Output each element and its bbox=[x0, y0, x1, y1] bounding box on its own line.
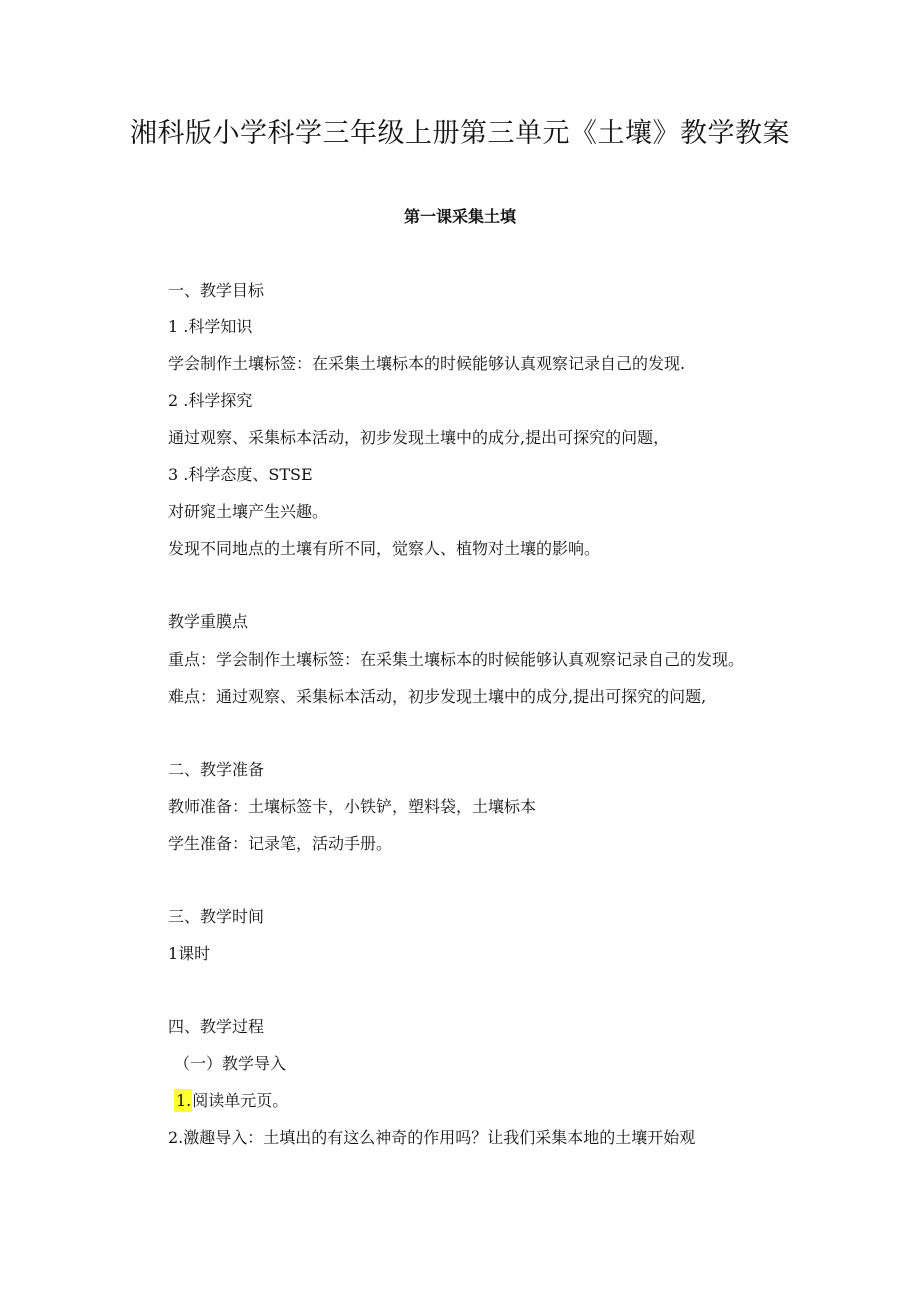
process-subsection-1: （一）教学导入 bbox=[174, 1054, 287, 1073]
process-step-1 bbox=[174, 1089, 288, 1113]
time-value: 1课时 bbox=[168, 944, 211, 963]
objective-3-text-1: 对研窕土壤产生兴趣。 bbox=[168, 502, 329, 521]
highlighted-step-number: 1. bbox=[176, 1091, 192, 1110]
process-step-2: 2.激趣导入：土填出的有这么神奇的作用吗？让我们采集本地的土壤开始观 bbox=[168, 1128, 696, 1147]
teacher-preparation: 教师准备：土壤标签卡，小铁铲，塑料袋，土壤标本 bbox=[168, 797, 537, 816]
process-step-1-text: 阅读单元页。 bbox=[192, 1091, 289, 1110]
objective-3-text-2: 发现不同地点的土壤有所不同，觉察人、植物对土壤的影响。 bbox=[168, 539, 601, 558]
preparation-heading: 二、教学准备 bbox=[168, 760, 265, 779]
time-heading: 三、教学时间 bbox=[168, 907, 265, 926]
key-point-text: 重点：学会制作土壤标签：在采集土壤标本的时候能够认真观察记录自己的发现。 bbox=[168, 650, 745, 669]
difficult-point-text: 难点：通过观察、采集标本活动，初步发现土壤中的成分,提出可探究的问题, bbox=[168, 687, 707, 706]
objective-2-text: 通过观察、采集标本活动，初步发现土壤中的成分,提出可探究的问题， bbox=[168, 428, 670, 447]
objective-1-label: 1 .科学知识 bbox=[168, 317, 253, 336]
key-points-heading: 教学重膜点 bbox=[168, 612, 249, 631]
document-title: 湘科版小学科学三年级上册第三单元《土壤》教学教案 bbox=[130, 118, 790, 149]
objective-1-text: 学会制作土壤标签：在采集土壤标本的时候能够认真观察记录自己的发现. bbox=[168, 354, 686, 373]
lesson-title: 第一课采集土填 bbox=[403, 207, 516, 226]
objectives-heading: 一、教学目标 bbox=[168, 281, 265, 300]
objective-2-label: 2 .科学探究 bbox=[168, 391, 253, 410]
student-preparation: 学生准备：记录笔，活动手册。 bbox=[168, 834, 393, 853]
objective-3-label: 3 .科学态度、STSE bbox=[168, 465, 313, 484]
process-heading: 四、教学过程 bbox=[168, 1017, 265, 1036]
